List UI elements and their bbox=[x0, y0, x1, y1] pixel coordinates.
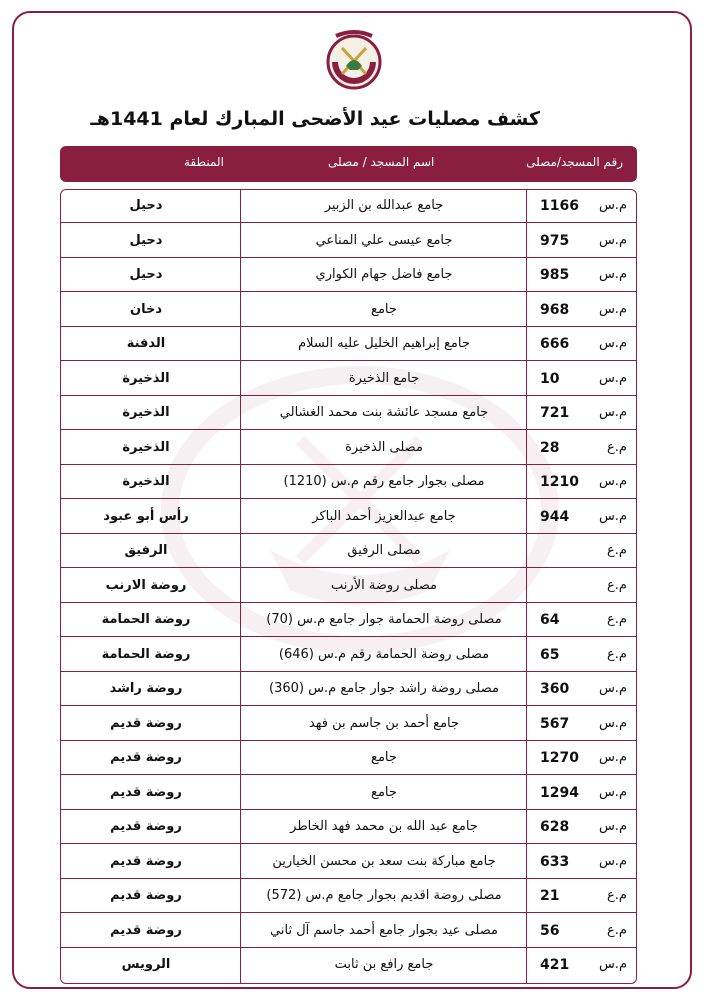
table-row bbox=[60, 189, 637, 223]
table-row bbox=[60, 500, 637, 534]
row-type: م.ع bbox=[607, 577, 627, 593]
row-area: دحيل bbox=[129, 267, 163, 282]
row-type: م.س bbox=[598, 474, 627, 489]
row-name: مصلى الرفيق bbox=[347, 543, 421, 558]
row-type: م.س bbox=[598, 370, 627, 386]
table-row bbox=[60, 327, 637, 361]
row-area: روضة قديم bbox=[110, 922, 182, 938]
row-number: 975 bbox=[540, 232, 570, 249]
row-number: 968 bbox=[540, 301, 570, 318]
row-number: 28 bbox=[540, 439, 560, 456]
row-type: م.س bbox=[598, 301, 627, 317]
row-type: م.س bbox=[598, 681, 627, 696]
row-name: مصلى روضة الحمامة رقم م.س (646) bbox=[278, 646, 490, 662]
row-name: جامع bbox=[371, 301, 397, 317]
row-name: جامع bbox=[371, 784, 397, 800]
row-type: م.س bbox=[598, 853, 627, 869]
row-area: روضة الحمامة bbox=[101, 612, 191, 627]
table-row bbox=[60, 741, 637, 775]
row-type: م.س bbox=[598, 336, 627, 351]
row-type: م.س bbox=[598, 819, 627, 834]
row-area: روضة الارنب bbox=[105, 577, 187, 593]
row-number: 21 bbox=[540, 888, 560, 904]
row-number: 1210 bbox=[540, 474, 579, 490]
table-row bbox=[60, 845, 637, 879]
row-number: 567 bbox=[540, 715, 570, 732]
row-number: 64 bbox=[540, 612, 560, 628]
row-name: جامع الذخيرة bbox=[348, 370, 420, 386]
row-number: 633 bbox=[540, 853, 570, 870]
row-number: 360 bbox=[540, 681, 570, 697]
row-type: م.س bbox=[598, 715, 627, 731]
row-number: 666 bbox=[540, 336, 570, 352]
table-row bbox=[60, 707, 637, 741]
row-type: م.ع bbox=[607, 922, 627, 938]
row-name: جامع عبدالعزيز أحمد الباكر bbox=[312, 508, 456, 524]
row-name: مصلى عيد بجوار جامع أحمد جاسم آل ثاني bbox=[270, 922, 498, 938]
table-row bbox=[60, 431, 637, 465]
table-row bbox=[60, 362, 637, 396]
row-area: الرفيق bbox=[124, 543, 168, 558]
row-number: 1270 bbox=[540, 750, 579, 766]
qatar-emblem-icon bbox=[316, 26, 392, 92]
row-number: 721 bbox=[540, 405, 570, 421]
row-number: 10 bbox=[540, 370, 560, 387]
header-name: اسم المسجد / مصلى bbox=[328, 155, 435, 169]
row-name: جامع عيسى علي المناعي bbox=[315, 232, 453, 248]
header-area: المنطقة bbox=[184, 155, 224, 169]
row-area: روضة راشد bbox=[109, 681, 183, 696]
row-area: دخان bbox=[129, 301, 163, 317]
row-area: الرويس bbox=[121, 957, 171, 972]
table-row bbox=[60, 224, 637, 258]
row-type: م.س bbox=[598, 405, 627, 420]
table-row bbox=[60, 603, 637, 637]
row-area: دحيل bbox=[129, 198, 163, 213]
table-row bbox=[60, 810, 637, 844]
row-number: 944 bbox=[540, 508, 570, 525]
row-name: جامع رافع بن ثابت bbox=[334, 957, 434, 972]
table-row bbox=[60, 258, 637, 292]
row-type: م.ع bbox=[607, 439, 627, 455]
row-area: روضة الحمامة bbox=[101, 646, 191, 662]
row-name: جامع إبراهيم الخليل عليه السلام bbox=[298, 336, 470, 351]
row-type: م.س bbox=[598, 957, 627, 972]
row-type: م.ع bbox=[607, 612, 627, 627]
table-row bbox=[60, 293, 637, 327]
row-number: 56 bbox=[540, 922, 560, 939]
row-area: روضة قديم bbox=[110, 888, 182, 903]
row-area: روضة قديم bbox=[110, 819, 182, 834]
table-row bbox=[60, 569, 637, 603]
row-type: م.س bbox=[598, 198, 627, 213]
row-area: الدفنة bbox=[126, 336, 166, 351]
row-name: جامع فاضل جهام الكواري bbox=[315, 267, 453, 282]
row-area: الذخيرة bbox=[122, 405, 170, 420]
row-type: م.س bbox=[598, 267, 627, 282]
row-area: الذخيرة bbox=[122, 439, 170, 455]
row-number: 628 bbox=[540, 819, 570, 835]
row-name: جامع مباركة بنت سعد بن محسن الخيارين bbox=[272, 853, 496, 869]
row-number: 1294 bbox=[540, 784, 579, 801]
row-area: الذخيرة bbox=[122, 370, 170, 386]
row-name: مصلى بجوار جامع رقم م.س (1210) bbox=[283, 474, 485, 489]
table-row bbox=[60, 914, 637, 948]
row-name: جامع عبدالله بن الزبير bbox=[324, 198, 444, 213]
row-area: روضة قديم bbox=[110, 853, 182, 869]
row-type: م.ع bbox=[607, 646, 627, 662]
row-area: روضة قديم bbox=[110, 750, 182, 765]
row-area: دحيل bbox=[129, 232, 163, 248]
table-header bbox=[60, 146, 637, 182]
row-name: جامع مسجد عائشة بنت محمد الغشالي bbox=[279, 405, 489, 420]
row-type: م.ع bbox=[607, 543, 627, 558]
row-type: م.س bbox=[598, 232, 627, 248]
row-name: مصلى روضة اقديم بجوار جامع م.س (572) bbox=[266, 888, 502, 903]
row-number: 985 bbox=[540, 267, 570, 283]
row-type: م.س bbox=[598, 508, 627, 524]
row-area: روضة قديم bbox=[110, 715, 182, 731]
row-area: رأس أبو عبود bbox=[103, 508, 189, 524]
table-row bbox=[60, 396, 637, 430]
table-row bbox=[60, 638, 637, 672]
row-name: مصلى الذخيرة bbox=[345, 439, 423, 455]
table-row bbox=[60, 776, 637, 810]
table-row bbox=[60, 672, 637, 706]
row-type: م.س bbox=[598, 784, 627, 800]
page-title: كشف مصليات عيد الأضحى المبارك لعام 1441هـ bbox=[90, 108, 540, 130]
table-row bbox=[60, 534, 637, 568]
row-name: مصلى روضة الأرنب bbox=[331, 577, 437, 593]
row-type: م.ع bbox=[607, 888, 627, 903]
row-name: مصلى روضة الحمامة جوار جامع م.س (70) bbox=[266, 612, 502, 627]
row-name: مصلى روضة راشد جوار جامع م.س (360) bbox=[269, 681, 499, 696]
row-area: الذخيرة bbox=[122, 474, 170, 489]
table-row bbox=[60, 948, 637, 982]
row-area: روضة قديم bbox=[110, 784, 182, 800]
row-number: 65 bbox=[540, 646, 560, 663]
table-row bbox=[60, 879, 637, 913]
header-number: رقم المسجد/مصلى bbox=[526, 155, 623, 169]
row-number: 421 bbox=[540, 957, 570, 973]
row-name: جامع أحمد بن جاسم بن فهد bbox=[308, 715, 460, 731]
row-number: 1166 bbox=[540, 198, 579, 214]
row-name: جامع عبد الله بن محمد فهد الخاطر bbox=[290, 819, 478, 834]
table-row bbox=[60, 465, 637, 499]
row-type: م.س bbox=[598, 750, 627, 765]
row-name: جامع bbox=[371, 750, 397, 765]
